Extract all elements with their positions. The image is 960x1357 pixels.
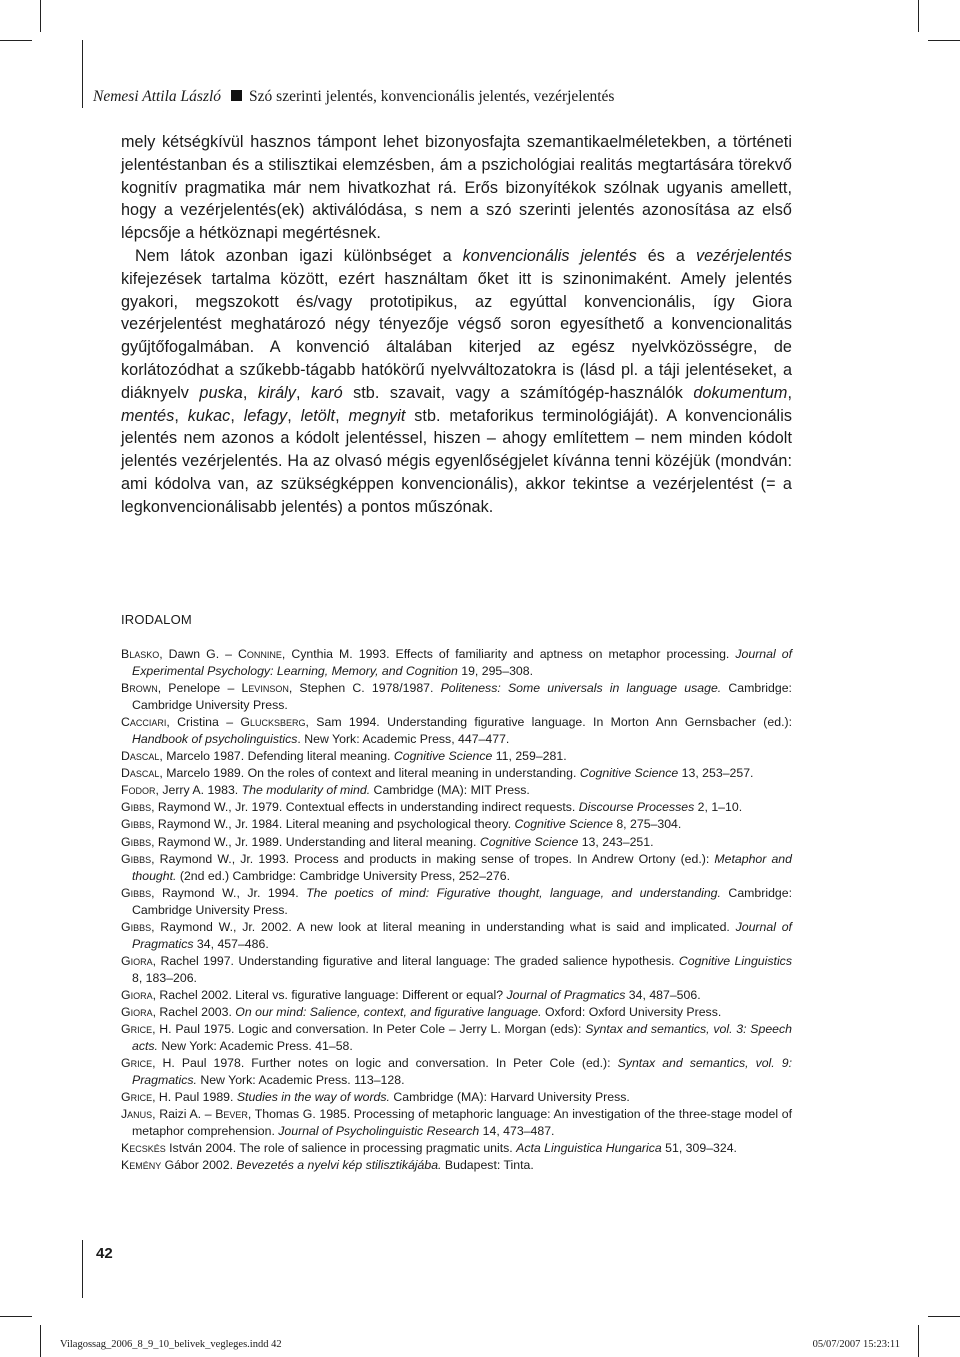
text-run: 13, 253–257. bbox=[678, 766, 754, 781]
text-run: , Raymond W., Jr. 2002. A new look at literal meaning in understanding what is said and implicated. bbox=[151, 919, 736, 934]
italic-text: Metaphor and thought. bbox=[132, 851, 792, 883]
header-separator-square bbox=[231, 90, 242, 101]
text-run: István 2004. The role of salience in processing pragmatic units. bbox=[165, 1141, 517, 1156]
text-run: , Cristina – bbox=[166, 715, 241, 730]
text-run: 2, 1–10. bbox=[694, 800, 743, 815]
reference-entry bbox=[121, 1004, 792, 1021]
reference-entry bbox=[121, 1140, 792, 1157]
reference-entry bbox=[121, 748, 792, 765]
reference-entry bbox=[121, 885, 792, 919]
italic-text: On our mind: Salience, context, and figurative language. bbox=[235, 1004, 542, 1019]
crop-mark-bottom-left-vertical bbox=[40, 1325, 41, 1357]
italic-text: Studies in the way of words. bbox=[236, 1090, 390, 1105]
italic-text: Journal of Pragmatics bbox=[132, 919, 792, 951]
crop-mark-top-right-horizontal bbox=[928, 40, 960, 41]
reference-entry bbox=[121, 1021, 792, 1055]
text-run: 34, 457–486. bbox=[193, 936, 269, 951]
text-run: kifejezések tartalma között, ezért használtam őket itt is szinonimaként. Amely jelentés gyakori, megszokott és/vagy prototipikus, az egyúttal konvencionális, így Giora vezérjelentést meghatározó négy tényezője végső soron egyesíthető a konvencionalitás gyűjtőfogalmában. A konvenció általában kiterjed az egész nyelvközösségre, de korlátozódhat a szűkebb-tágabb hatókörű nyelvváltozatokra is (lásd pl. a táji jelentéseket, a diáknyelv bbox=[121, 269, 792, 402]
reference-entry bbox=[121, 1055, 792, 1089]
text-run: , H. Paul 1978. Further notes on logic and conversation. In Peter Cole (ed.): bbox=[152, 1056, 618, 1071]
italic-text: Acta Linguistica Hungarica bbox=[516, 1141, 662, 1156]
italic-text: Cognitive Science bbox=[579, 766, 679, 781]
italic-text: mentés bbox=[121, 406, 175, 425]
reference-entry bbox=[121, 799, 792, 816]
print-footer bbox=[60, 1338, 900, 1352]
text-run: , Raymond W., Jr. 1984. Literal meaning and psychological theory. bbox=[151, 817, 515, 832]
text-run: , Rachel 2003. bbox=[152, 1004, 236, 1019]
text-run: , Sam 1994. Understanding figurative language. In Morton Ann Gernsbacher (ed.): bbox=[305, 715, 793, 730]
author-name: Grice bbox=[121, 1056, 153, 1071]
italic-text: király bbox=[257, 383, 296, 402]
italic-text: karó bbox=[310, 383, 343, 402]
text-run: Budapest: Tinta. bbox=[441, 1158, 534, 1173]
text-run: , bbox=[295, 383, 311, 402]
italic-text: Politeness: Some universals in language usage. bbox=[440, 681, 722, 696]
italic-text: dokumentum bbox=[693, 383, 788, 402]
reference-entry bbox=[121, 646, 792, 680]
italic-text: kukac bbox=[187, 406, 231, 425]
text-run: , Marcelo 1987. Defending literal meaning. bbox=[159, 749, 394, 764]
italic-text: Journal of Experimental Psychology: Learning, Memory, and Cognition bbox=[132, 647, 793, 679]
reference-entry bbox=[121, 816, 792, 833]
text-run: stb. szavait, vagy a számítógép-használók bbox=[342, 383, 694, 402]
italic-text: konvencionális jelentés bbox=[462, 246, 637, 265]
crop-mark-bottom-right-horizontal bbox=[928, 1316, 960, 1317]
italic-text: Journal of Pragmatics bbox=[506, 987, 626, 1002]
author-name: Brown bbox=[121, 681, 158, 696]
text-run: 19, 295–308. bbox=[457, 664, 534, 679]
text-run: és a bbox=[636, 246, 696, 265]
reference-entry bbox=[121, 1089, 792, 1106]
header-author: Nemesi Attila László bbox=[93, 88, 222, 105]
author-name: Gibbs bbox=[121, 834, 152, 849]
author-name: Dascal bbox=[121, 766, 160, 781]
author-name: Connine bbox=[238, 647, 282, 661]
page-number: 42 bbox=[96, 1245, 113, 1262]
text-run: 14, 473–487. bbox=[479, 1124, 555, 1139]
text-run: , bbox=[287, 406, 301, 425]
body-paragraph bbox=[121, 131, 792, 245]
references-list bbox=[121, 646, 792, 1174]
italic-text: letölt bbox=[300, 406, 336, 425]
text-run: , H. Paul 1989. bbox=[152, 1090, 237, 1105]
text-run: Cambridge (MA): Harvard University Press. bbox=[389, 1090, 630, 1105]
text-run: mely kétségkívül hasznos támpont lehet bizonyosfajta szemantikaelméletekben, a történeti jelentéstanban és a stilisztikai elemzésben, ám a pszichológiai realitás megtartására törekvő kognitív pragmatika már nem hivatkozhat rá. Erős bizonyítékok szólnak ugyanis amellett, hogy a vezérjelentés(ek) aktiválódása, s nem a szó szerinti jelentés azonosítása az első lépcsője a hétköznapi megértésnek. bbox=[121, 133, 792, 243]
text-run: , bbox=[230, 406, 244, 425]
author-name: Giora bbox=[121, 987, 153, 1002]
author-name: Grice bbox=[121, 1022, 153, 1037]
author-name: Gibbs bbox=[121, 919, 152, 934]
text-run: , Stephen C. 1978/1987. bbox=[288, 681, 441, 696]
text-run: , Marcelo 1989. On the roles of context and literal meaning in understanding. bbox=[159, 766, 580, 781]
article-body bbox=[121, 131, 792, 519]
italic-text: Cognitive Linguistics bbox=[678, 953, 792, 968]
text-run: 34, 487–506. bbox=[625, 987, 701, 1002]
italic-text: lefagy bbox=[243, 406, 288, 425]
reference-entry bbox=[121, 782, 792, 799]
text-run: Cambridge (MA): MIT Press. bbox=[370, 783, 530, 798]
crop-mark-top-right-vertical bbox=[918, 0, 919, 32]
references-heading: IRODALOM bbox=[121, 612, 192, 627]
author-name: Giora bbox=[121, 1004, 153, 1019]
italic-text: Handbook of psycholinguistics bbox=[132, 732, 298, 747]
text-run: , bbox=[787, 383, 792, 402]
author-name: Grice bbox=[121, 1090, 153, 1105]
text-run: 8, 183–206. bbox=[132, 970, 197, 985]
reference-entry bbox=[121, 834, 792, 851]
text-run: , Rachel 2002. Literal vs. figurative language: Different or equal? bbox=[152, 987, 507, 1002]
crop-mark-bottom-right-vertical bbox=[918, 1325, 919, 1357]
author-name: Fodor bbox=[121, 783, 156, 798]
author-name: Kemény bbox=[121, 1158, 162, 1173]
text-run: , H. Paul 1975. Logic and conversation. In Peter Cole – Jerry L. Morgan (eds): bbox=[152, 1022, 586, 1037]
header-title: Szó szerinti jelentés, konvencionális jelentés, vezérjelentés bbox=[249, 88, 615, 105]
text-run: New York: Academic Press. 113–128. bbox=[196, 1073, 405, 1088]
text-run: 51, 309–324. bbox=[661, 1141, 737, 1156]
text-run: Cambridge: Cambridge University Press. bbox=[132, 681, 792, 713]
reference-entry bbox=[121, 765, 792, 782]
text-run: , Rachel 1997. Understanding figurative and literal language: The graded salience hypothesis. bbox=[152, 953, 679, 968]
italic-text: Syntax and semantics, vol. 9: Pragmatics. bbox=[132, 1056, 792, 1088]
text-run: stb. metaforikus terminológiáját). A konvencionális jelentés nem azonos a kódolt jelentéssel, hiszen – ahogy említettem – nem minden kódolt jelentés vezérjelentés. Ha az olvasó mégis egyenlőségjelet kívánna tenni közéjük (mondván: ami kódolva van, az szükségképpen konvencionális), akkor tekintse a vezérjelentést (= a legkonvencionálisabb jelentés) a pontos műszónak. bbox=[121, 406, 792, 516]
italic-text: puska bbox=[199, 383, 243, 402]
text-run: , Jerry A. 1983. bbox=[155, 783, 242, 798]
footer-filename: Vilagossag_2006_8_9_10_belivek_vegleges.indd 42 bbox=[60, 1339, 282, 1350]
author-name: Levinson bbox=[241, 681, 289, 696]
margin-rule-top bbox=[82, 40, 83, 108]
text-run: (2nd ed.) Cambridge: Cambridge University Press, 252–276. bbox=[176, 868, 510, 883]
text-run: , Thomas G. 1985. Processing of metaphoric language: An investigation of the three-stage model of metaphor comprehension. bbox=[132, 1107, 792, 1139]
author-name: Cacciari bbox=[121, 715, 167, 730]
reference-entry bbox=[121, 953, 792, 987]
author-name: Gibbs bbox=[121, 800, 152, 815]
reference-entry bbox=[121, 987, 792, 1004]
text-run: New York: Academic Press. 41–58. bbox=[157, 1039, 353, 1054]
italic-text: The modularity of mind. bbox=[241, 783, 371, 798]
italic-text: Cognitive Science bbox=[479, 834, 579, 849]
text-run: 8, 275–304. bbox=[612, 817, 682, 832]
crop-mark-top-left-vertical bbox=[40, 0, 41, 32]
text-run: 13, 243–251. bbox=[578, 834, 654, 849]
crop-mark-top-left-horizontal bbox=[0, 40, 32, 41]
text-run: 11, 259–281. bbox=[492, 749, 567, 764]
text-run: , Raymond W., Jr. 1979. Contextual effects in understanding indirect requests. bbox=[151, 800, 579, 815]
text-run: , Raymond W., Jr. 1989. Understanding and literal meaning. bbox=[151, 834, 480, 849]
crop-mark-bottom-left-horizontal bbox=[0, 1316, 32, 1317]
author-name: Kecskés bbox=[121, 1141, 166, 1156]
text-run: , Raymond W., Jr. 1993. Process and products in making sense of tropes. In Andrew Ortony (ed.): bbox=[151, 851, 715, 866]
reference-entry bbox=[121, 1106, 792, 1140]
text-run: , Cynthia M. 1993. Effects of familiarity and aptness on metaphor processing. bbox=[281, 647, 736, 661]
italic-text: megnyit bbox=[348, 406, 406, 425]
text-run: Nem látok azonban igazi különbséget a bbox=[135, 246, 463, 265]
reference-entry bbox=[121, 714, 792, 748]
author-name: Janus bbox=[121, 1107, 153, 1122]
italic-text: Bevezetés a nyelvi kép stilisztikájába. bbox=[236, 1158, 442, 1173]
reference-entry bbox=[121, 919, 792, 953]
text-run: . New York: Academic Press, 447–477. bbox=[297, 732, 510, 747]
footer-timestamp: 05/07/2007 15:23:11 bbox=[812, 1339, 900, 1350]
author-name: Glucksberg bbox=[240, 715, 306, 730]
text-run: , Dawn G. – bbox=[159, 647, 238, 661]
author-name: Blasko bbox=[121, 647, 160, 661]
author-name: Dascal bbox=[121, 749, 160, 764]
italic-text: Syntax and semantics, vol. 3: Speech acts. bbox=[132, 1022, 792, 1054]
author-name: Gibbs bbox=[121, 885, 152, 900]
italic-text: Discourse Processes bbox=[578, 800, 695, 815]
italic-text: The poetics of mind: Figurative thought, language, and understanding. bbox=[306, 885, 721, 900]
author-name: Bever bbox=[215, 1107, 248, 1122]
text-run: , Raizi A. – bbox=[152, 1107, 216, 1122]
reference-entry bbox=[121, 851, 792, 885]
text-run: Oxford: Oxford University Press. bbox=[541, 1004, 722, 1019]
italic-text: Cognitive Science bbox=[514, 817, 613, 832]
reference-entry bbox=[121, 680, 792, 714]
text-run: Cambridge: Cambridge University Press. bbox=[132, 885, 792, 917]
italic-text: Journal of Psycholinguistic Research bbox=[278, 1124, 480, 1139]
author-name: Gibbs bbox=[121, 851, 152, 866]
author-name: Gibbs bbox=[121, 817, 152, 832]
italic-text: vezérjelentés bbox=[695, 246, 792, 265]
text-run: , Raymond W., Jr. 1994. bbox=[151, 885, 307, 900]
text-run: , bbox=[242, 383, 258, 402]
body-paragraph bbox=[121, 245, 792, 519]
author-name: Giora bbox=[121, 953, 153, 968]
margin-rule-bottom bbox=[82, 1240, 83, 1298]
italic-text: Cognitive Science bbox=[393, 749, 493, 764]
running-header bbox=[93, 86, 733, 108]
text-run: , Penelope – bbox=[157, 681, 242, 696]
text-run: , bbox=[174, 406, 188, 425]
text-run: Gábor 2002. bbox=[161, 1158, 237, 1173]
reference-entry bbox=[121, 1157, 792, 1174]
text-run: , bbox=[335, 406, 349, 425]
